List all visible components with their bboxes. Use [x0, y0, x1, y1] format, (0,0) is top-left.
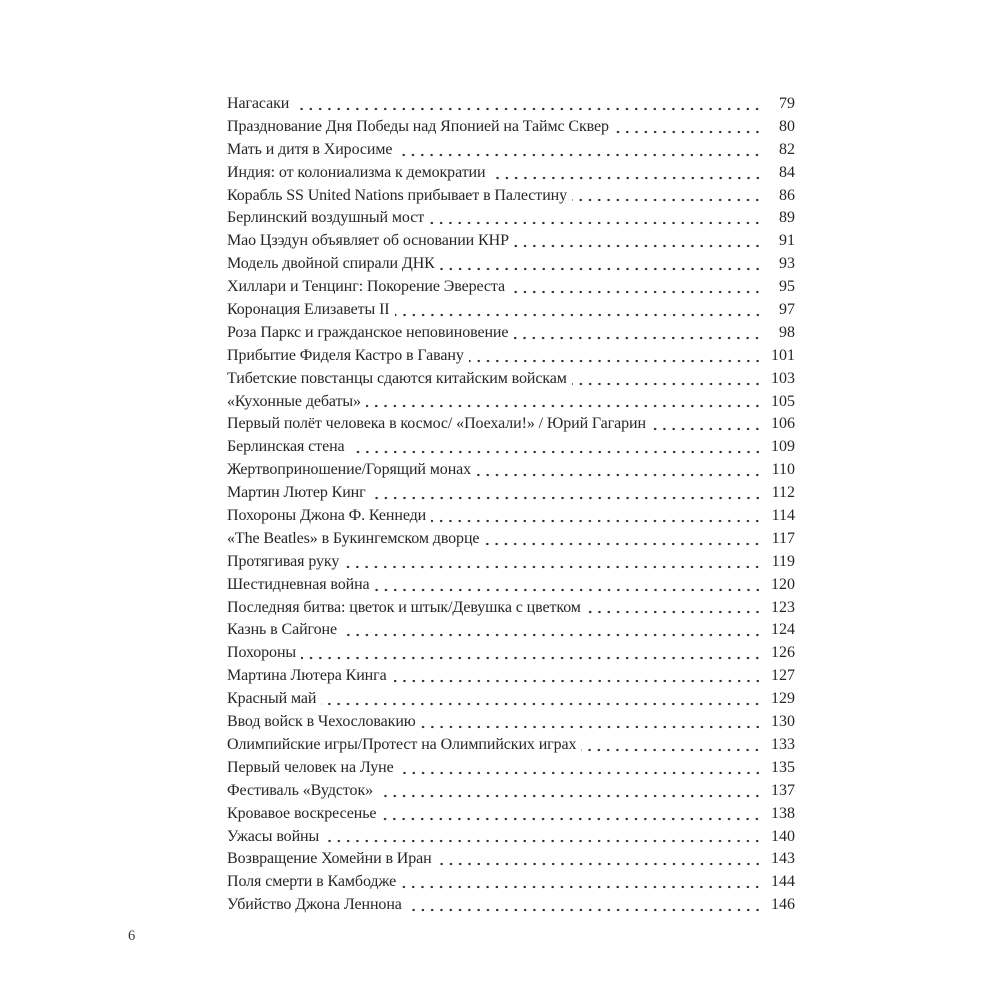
- toc-entry: [227, 299, 795, 322]
- toc-entry: [227, 711, 795, 734]
- toc-entry: [227, 848, 795, 871]
- toc-entry-title: Мартин Лютер Кинг: [227, 484, 366, 502]
- toc-entry-dot-leader: [614, 116, 762, 139]
- toc-entry: [227, 894, 795, 917]
- toc-entry-page-number: 138: [771, 804, 795, 822]
- toc-entry: [227, 734, 795, 757]
- toc-entry-page-number: 133: [771, 735, 795, 753]
- toc-entry: [227, 413, 795, 436]
- toc-entry-page-number: 140: [771, 827, 795, 845]
- toc-entry: [227, 871, 795, 894]
- toc-entry: [227, 826, 795, 849]
- toc-entry-dot-leader: [321, 688, 762, 711]
- toc-entry-page-number: 114: [771, 507, 795, 525]
- toc-entry-dot-leader: [572, 368, 762, 391]
- toc-entry-title: «Кухонные дебаты»: [227, 392, 361, 410]
- toc-entry-title: Убийство Джона Леннона: [227, 896, 402, 914]
- toc-entry: [227, 665, 795, 688]
- toc-entry-dot-leader: [301, 642, 762, 665]
- toc-entry: [227, 391, 795, 414]
- toc-entry-page-number: 144: [771, 873, 795, 891]
- toc-entry: [227, 803, 795, 826]
- toc-entry-page-number: 110: [771, 461, 795, 479]
- toc-entry: [227, 345, 795, 368]
- toc-entry-dot-leader: [440, 253, 762, 276]
- toc-entry-page-number: 143: [771, 850, 795, 868]
- toc-entry: [227, 139, 795, 162]
- toc-entry-page-number: 109: [771, 438, 795, 456]
- toc-entry-page-number: 79: [779, 95, 795, 112]
- toc-entry-dot-leader: [476, 459, 762, 482]
- toc-entry-title: Нагасаки: [227, 95, 290, 112]
- toc-entry: [227, 322, 795, 345]
- toc-entry: [227, 482, 795, 505]
- toc-entry-page-number: 82: [779, 140, 795, 158]
- toc-entry-page-number: 91: [779, 232, 795, 250]
- toc-entry-dot-leader: [397, 139, 762, 162]
- toc-entry-dot-leader: [437, 848, 762, 871]
- toc-entry-title: Первый человек на Луне: [227, 758, 394, 776]
- toc-entry-dot-leader: [395, 299, 762, 322]
- toc-entry-dot-leader: [651, 413, 762, 436]
- toc-entry-title: Возвращение Хомейни в Иран: [227, 850, 432, 868]
- toc-entry-title: Мартина Лютера Кинга: [227, 667, 387, 685]
- toc-entry: [227, 505, 795, 528]
- toc-entry-page-number: 126: [771, 644, 795, 662]
- toc-entry: [227, 436, 795, 459]
- toc-entry-dot-leader: [324, 826, 762, 849]
- toc-entry-dot-leader: [375, 574, 762, 597]
- toc-entry-dot-leader: [399, 757, 762, 780]
- toc-entry-page-number: 86: [779, 186, 795, 204]
- toc-entry-title: Берлинская стена: [227, 438, 345, 456]
- toc-entry-page-number: 137: [771, 781, 795, 799]
- toc-entry-page-number: 119: [771, 552, 795, 570]
- toc-entry-page-number: 97: [779, 301, 795, 319]
- toc-entry: [227, 688, 795, 711]
- toc-entry-title: Тибетские повстанцы сдаются китайским войскам: [227, 369, 567, 387]
- toc-entry: [227, 185, 795, 208]
- toc-entry-title: Роза Паркс и гражданское неповиновение: [227, 323, 509, 341]
- toc-entry-title: Похороны Джона Ф. Кеннеди: [227, 507, 427, 525]
- toc-entry-page-number: 129: [771, 690, 795, 708]
- toc-entry-dot-leader: [581, 734, 762, 757]
- toc-entry: [227, 642, 795, 665]
- toc-entry: [227, 619, 795, 642]
- toc-entry-dot-leader: [344, 551, 762, 574]
- toc-entry: [227, 230, 795, 253]
- toc-entry: [227, 368, 795, 391]
- toc-entry-dot-leader: [491, 162, 763, 185]
- toc-entry-title: Похороны: [227, 644, 297, 662]
- page-folio-number: 6: [128, 928, 136, 944]
- toc-entry-title: Протягивая руку: [227, 552, 340, 570]
- toc-entry-page-number: 93: [779, 255, 795, 273]
- toc-entry-dot-leader: [366, 391, 762, 414]
- toc-entry-title: Мао Цзэдун объявляет об основании КНР: [227, 232, 509, 250]
- toc-entry: [227, 551, 795, 574]
- toc-entry-title: Ввод войск в Чехословакию: [227, 713, 416, 731]
- toc-entry-title: Празднование Дня Победы над Японией на Таймс Сквер: [227, 117, 609, 135]
- toc-entry-dot-leader: [392, 665, 762, 688]
- toc-entry-title: Коронация Елизаветы II: [227, 301, 390, 319]
- toc-entry-title: Поля смерти в Камбодже: [227, 873, 397, 891]
- toc-entry: [227, 253, 795, 276]
- toc-entry: [227, 597, 795, 620]
- toc-entry-page-number: 80: [779, 117, 795, 135]
- toc-entry-page-number: 98: [779, 323, 795, 341]
- toc-entry-page-number: 135: [771, 758, 795, 776]
- toc-entry: [227, 757, 795, 780]
- toc-entry-page-number: 106: [771, 415, 795, 433]
- toc-entry-page-number: 105: [771, 392, 795, 410]
- toc-entry-dot-leader: [586, 597, 762, 620]
- toc-entry-dot-leader: [350, 436, 762, 459]
- toc-entry-title: Казнь в Сайгоне: [227, 621, 337, 639]
- toc-entry-title: Жертвоприношение/Горящий монах: [227, 461, 472, 479]
- toc-entry-dot-leader: [421, 711, 762, 734]
- toc-entry-page-number: 95: [779, 278, 795, 296]
- toc-entry: [227, 574, 795, 597]
- toc-entry-page-number: 117: [771, 529, 795, 547]
- toc-entry-page-number: 127: [771, 667, 795, 685]
- toc-entry-dot-leader: [378, 780, 762, 803]
- toc-entry-title: Красный май: [227, 690, 317, 708]
- toc-entry-page-number: 103: [771, 369, 795, 387]
- toc-entry-page-number: 89: [779, 209, 795, 227]
- toc-entry-title: Последняя битва: цветок и штык/Девушка с цветком: [227, 598, 581, 616]
- toc-entry: [227, 116, 795, 139]
- toc-entry-dot-leader: [484, 528, 762, 551]
- toc-entry-title: Индия: от колониализма к демократии: [227, 163, 486, 181]
- toc-entry-title: Хиллари и Тенцинг: Покорение Эвереста: [227, 278, 505, 296]
- toc-list: [227, 93, 795, 917]
- toc-entry-dot-leader: [431, 505, 762, 528]
- toc-entry: [227, 276, 795, 299]
- toc-entry-dot-leader: [572, 185, 762, 208]
- toc-entry-page-number: 84: [779, 163, 795, 181]
- toc-entry: [227, 780, 795, 803]
- toc-entry-title: Модель двойной спирали ДНК: [227, 255, 435, 273]
- toc-entry-title: Фестиваль «Вудсток»: [227, 781, 374, 799]
- toc-entry: [227, 93, 795, 116]
- toc-entry-dot-leader: [407, 894, 762, 917]
- toc-entry-dot-leader: [401, 871, 762, 894]
- toc-entry-title: Шестидневная война: [227, 575, 370, 593]
- toc-entry-dot-leader: [381, 803, 762, 826]
- toc-entry-dot-leader: [513, 322, 762, 345]
- toc-entry: [227, 528, 795, 551]
- toc-entry: [227, 162, 795, 185]
- toc-entry-title: Кровавое воскресенье: [227, 804, 377, 822]
- toc-entry: [227, 207, 795, 230]
- toc-entry-dot-leader: [510, 276, 762, 299]
- toc-entry-page-number: 123: [771, 598, 795, 616]
- toc-entry-page-number: 130: [771, 713, 795, 731]
- toc-entry-page-number: 124: [771, 621, 795, 639]
- toc-entry-page-number: 112: [771, 484, 795, 502]
- toc-entry-title: Ужасы войны: [227, 827, 320, 845]
- toc-entry-dot-leader: [342, 619, 762, 642]
- toc-entry-title: Первый полёт человека в космос/ «Поехали!» / Юрий Гагарин: [227, 415, 646, 433]
- toc-entry-title: Прибытие Фиделя Кастро в Гавану: [227, 346, 464, 364]
- toc-entry-dot-leader: [514, 230, 762, 253]
- toc-entry-dot-leader: [294, 93, 762, 116]
- toc-entry-dot-leader: [371, 482, 762, 505]
- toc-entry-dot-leader: [469, 345, 762, 368]
- toc-entry-page-number: 146: [771, 896, 795, 914]
- toc-entry-title: Олимпийские игры/Протест на Олимпийских играх: [227, 735, 577, 753]
- toc-entry-title: Корабль SS United Nations прибывает в Палестину: [227, 186, 568, 204]
- toc-entry-title: «The Beatles» в Букингемском дворце: [227, 529, 480, 547]
- toc-entry-title: Мать и дитя в Хиросиме: [227, 140, 393, 158]
- toc-entry-page-number: 101: [771, 346, 795, 364]
- toc-entry-dot-leader: [429, 207, 762, 230]
- toc-entry-page-number: 120: [771, 575, 795, 593]
- toc-entry-title: Берлинский воздушный мост: [227, 209, 425, 227]
- toc-entry: [227, 459, 795, 482]
